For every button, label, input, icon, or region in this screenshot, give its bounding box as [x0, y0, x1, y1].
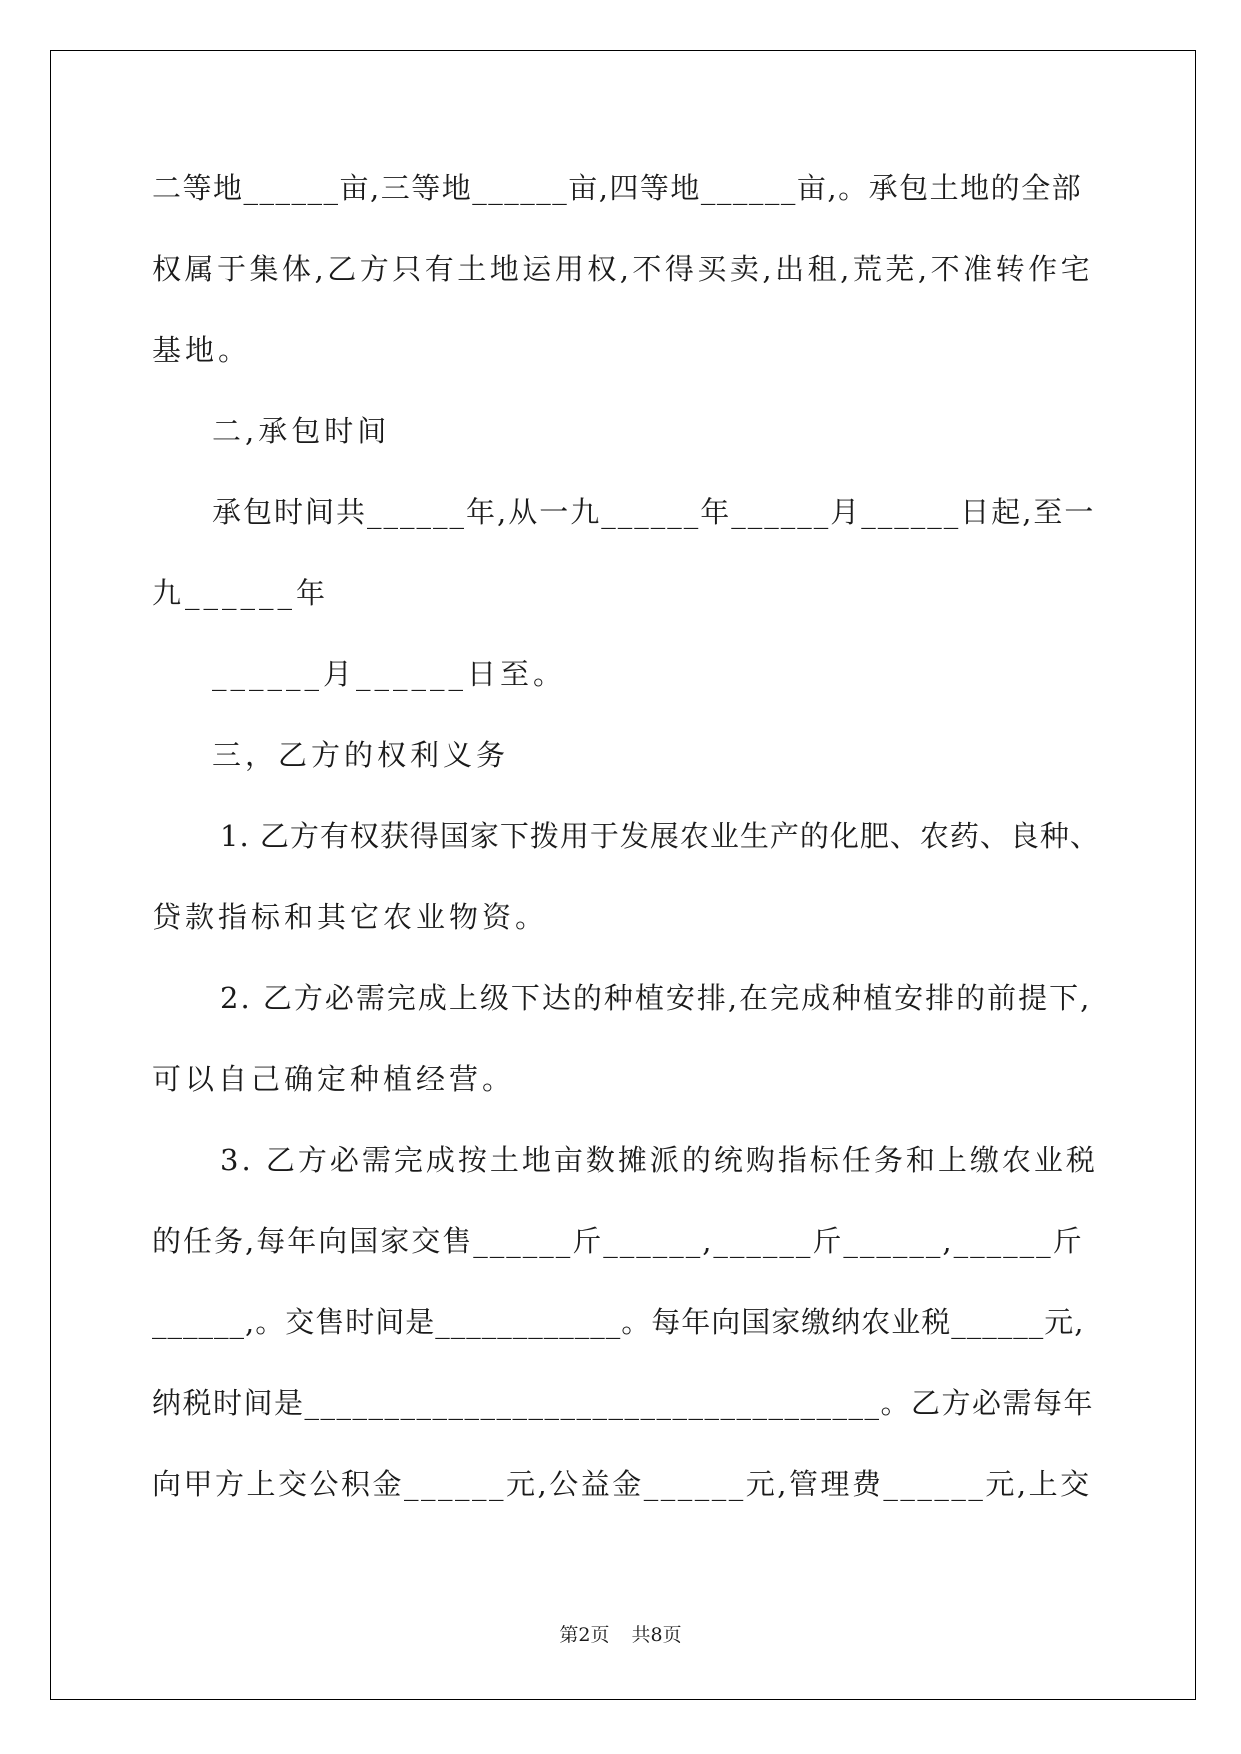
page-border — [50, 50, 1196, 1700]
text-line: 二等地______亩,三等地______亩,四等地______亩,。承包土地的全部 — [152, 171, 1083, 205]
text-line: ______,。交售时间是____________。每年向国家缴纳农业税______元, — [152, 1305, 1085, 1339]
text-line: 权属于集体,乙方只有土地运用权,不得买卖,出租,荒芜,不准转作宅 — [152, 252, 1094, 286]
text-line: 基地。 — [152, 333, 252, 367]
text-line: 1. 乙方有权获得国家下拨用于发展农业生产的化肥、农药、良种、 — [220, 819, 1100, 853]
text-line: 2. 乙方必需完成上级下达的种植安排,在完成种植安排的前提下, — [220, 981, 1092, 1015]
text-line: 3. 乙方必需完成按土地亩数摊派的统购指标任务和上缴农业税 — [220, 1143, 1098, 1177]
section-heading: 二,承包时间 — [212, 414, 391, 448]
text-line: 的任务,每年向国家交售______斤______,______斤______,______斤 — [152, 1224, 1084, 1258]
page-number: 第2页 — [559, 1624, 610, 1646]
text-line: 可以自己确定种植经营。 — [152, 1062, 516, 1096]
text-line: 纳税时间是____________________________________。乙方必需每年 — [152, 1386, 1095, 1420]
text-line: 九______年 — [152, 576, 330, 610]
section-heading: 三，乙方的权利义务 — [212, 738, 510, 772]
text-line: 贷款指标和其它农业物资。 — [152, 900, 549, 934]
page-total: 共8页 — [631, 1624, 682, 1646]
text-line: 向甲方上交公积金______元,公益金______元,管理费______元,上交 — [152, 1467, 1092, 1501]
page-footer — [0, 1620, 1241, 1647]
text-line: ______月______日至。 — [212, 657, 567, 691]
text-line: 承包时间共______年,从一九______年______月______日起,至一 — [212, 495, 1096, 529]
